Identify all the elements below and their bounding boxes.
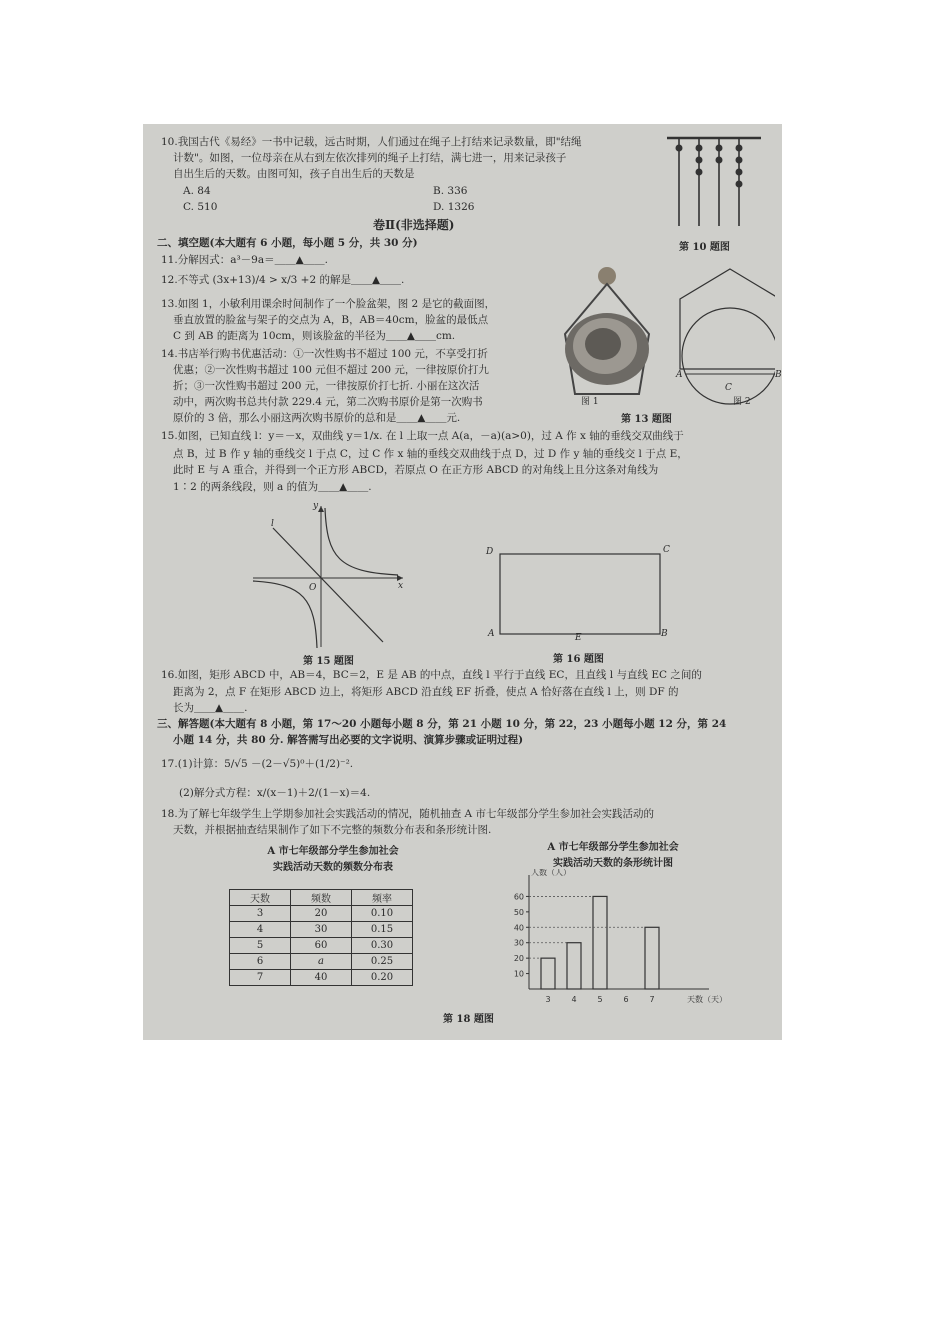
table-row — [230, 938, 413, 954]
q15-line-l: l — [271, 519, 274, 529]
q15-line-1: 15.如图，已知直线 l：y＝－x，双曲线 y＝1/x. 在 l 上取一点 A(a，－a)(a>0)，过 A 作 x 轴的垂线交双曲线于 — [161, 430, 684, 442]
table-cell: 7 — [230, 970, 291, 986]
bar — [593, 896, 607, 989]
q16-label-b: B — [661, 629, 668, 639]
table-cell: 0.10 — [352, 906, 413, 922]
q15-line-2: 点 B，过 B 作 y 轴的垂线交 l 于点 C，过 C 作 x 轴的垂线交双曲线于点 D，过 D 作 y 轴的垂线交 l 于点 E， — [173, 448, 688, 460]
q14-line-3: 折；③一次性购书超过 200 元，一律按原价打七折. 小丽在这次活 — [173, 380, 480, 392]
table-row — [230, 954, 413, 970]
q10-line-2: 计数"。如图，一位母亲在从右到左依次排列的绳子上打结，满七进一，用来记录孩子 — [173, 152, 567, 164]
table-cell: 0.15 — [352, 922, 413, 938]
q10-rope-figure — [661, 134, 766, 234]
q10-line-1: 10.我国古代《易经》一书中记载，远古时期，人们通过在绳子上打结来记录数量，即"结绳 — [161, 136, 582, 148]
q17-part2: (2)解分式方程：x/(x－1)＋2/(1－x)＝4. — [179, 787, 371, 799]
q18-caption: 第 18 题图 — [443, 1014, 494, 1025]
q13-fig2-label: 图 2 — [733, 397, 751, 407]
x-tick-label: 4 — [571, 995, 577, 1004]
table-row — [230, 922, 413, 938]
q13-line-1: 13.如图 1，小敏利用课余时间制作了一个脸盆架，图 2 是它的截面图， — [161, 298, 496, 310]
q18-table-title-2: 实践活动天数的频数分布表 — [273, 862, 393, 873]
q13-label-b: B — [775, 370, 782, 380]
q16-rectangle-figure — [495, 549, 665, 639]
section3-heading-1: 三、解答题(本大题有 8 小题，第 17～20 小题每小题 8 分，第 21 小题 10 分，第 22，23 小题每小题 12 分，第 24 — [157, 718, 727, 730]
table-header-cell: 天数 — [230, 890, 291, 906]
q13-caption: 第 13 题图 — [621, 414, 672, 425]
x-axis-label: 天数（天） — [687, 995, 727, 1004]
q15-hyperbola-figure — [243, 502, 413, 652]
exam-sheet — [143, 124, 782, 1040]
y-tick-label: 10 — [513, 969, 524, 979]
q16-label-c: C — [663, 545, 670, 555]
table-row — [230, 970, 413, 986]
q18-chart-title-1: A 市七年级部分学生参加社会 — [547, 842, 679, 853]
q18-chart-title-2: 实践活动天数的条形统计图 — [553, 858, 673, 869]
table-cell: 60 — [291, 938, 352, 954]
table-header-row — [230, 890, 413, 906]
q14-line-5: 原价的 3 倍，那么小丽这两次购书原价的总和是＿＿▲＿＿元. — [173, 412, 461, 424]
q10-option-a: A. 84 — [183, 185, 211, 197]
q13-line-3: C 到 AB 的距离为 10cm，则该脸盆的半径为＿＿▲＿＿cm. — [173, 330, 456, 342]
table-cell: 3 — [230, 906, 291, 922]
table-cell: 0.20 — [352, 970, 413, 986]
q16-line-2: 距离为 2，点 F 在矩形 ABCD 边上，将矩形 ABCD 沿直线 EF 折叠，使点 A 恰好落在直线 l 上，则 DF 的 — [173, 686, 679, 698]
q14-line-4: 动中，两次购书总共付款 229.4 元，第二次购书原价是第一次购书 — [173, 396, 483, 408]
q17-part1: 17.(1)计算：5/√5 －(2－√5)⁰＋(1/2)⁻². — [161, 758, 354, 770]
table-cell: 4 — [230, 922, 291, 938]
y-tick-label: 60 — [513, 892, 524, 902]
table-cell: 40 — [291, 970, 352, 986]
q18-line-1: 18.为了解七年级学生上学期参加社会实践活动的情况，随机抽查 A 市七年级部分学生参加社会实践活动的 — [161, 808, 654, 820]
part2-title: 卷Ⅱ(非选择题) — [373, 218, 455, 232]
table-header-cell: 频率 — [352, 890, 413, 906]
y-tick-label: 50 — [513, 907, 524, 917]
table-cell: 5 — [230, 938, 291, 954]
q10-option-d: D. 1326 — [433, 201, 475, 213]
table-cell: 20 — [291, 906, 352, 922]
q16-caption: 第 16 题图 — [553, 654, 604, 665]
x-tick-label: 6 — [623, 995, 629, 1004]
q18-bar-chart — [501, 869, 741, 1004]
y-tick-label: 40 — [513, 923, 524, 933]
q18-line-2: 天数，并根据抽查结果制作了如下不完整的频数分布表和条形统计图. — [173, 824, 492, 836]
bar — [567, 943, 581, 989]
q10-option-b: B. 336 — [433, 185, 468, 197]
section3-heading-2: 小题 14 分，共 80 分. 解答需写出必要的文字说明、演算步骤或证明过程) — [173, 734, 524, 746]
q15-line-4: 1∶2 的两条线段，则 a 的值为＿＿▲＿＿. — [173, 481, 372, 493]
table-row — [230, 906, 413, 922]
q18-table-title-1: A 市七年级部分学生参加社会 — [267, 846, 399, 857]
x-tick-label: 3 — [545, 995, 551, 1004]
q16-label-d: D — [486, 547, 494, 557]
q15-origin: O — [309, 583, 317, 593]
q15-caption: 第 15 题图 — [303, 656, 354, 667]
q11-text: 11.分解因式：a³－9a＝＿＿▲＿＿. — [161, 254, 329, 266]
q13-label-c: C — [725, 383, 732, 393]
q14-line-2: 优惠；②一次性购书超过 100 元但不超过 200 元，一律按原价打九 — [173, 364, 489, 376]
bar — [645, 927, 659, 989]
y-tick-label: 20 — [513, 954, 524, 964]
q10-line-3: 自出生后的天数。由图可知，孩子自出生后的天数是 — [173, 168, 415, 180]
bar — [541, 958, 555, 989]
table-cell: 0.30 — [352, 938, 413, 954]
q13-label-a: A — [676, 370, 683, 380]
q10-caption: 第 10 题图 — [679, 242, 730, 253]
table-cell: 30 — [291, 922, 352, 938]
table-cell: a — [291, 954, 352, 970]
table-cell: 0.25 — [352, 954, 413, 970]
q15-axis-y: y — [313, 501, 319, 511]
q14-line-1: 14.书店举行购书优惠活动：①一次性购书不超过 100 元，不享受打折 — [161, 348, 488, 360]
x-tick-label: 5 — [597, 995, 603, 1004]
q13-line-2: 垂直放置的脸盆与架子的交点为 A，B，AB＝40cm，脸盆的最低点 — [173, 314, 489, 326]
frequency-table — [229, 889, 413, 986]
y-tick-label: 30 — [513, 938, 524, 948]
q15-line-3: 此时 E 与 A 重合，并得到一个正方形 ABCD，若原点 O 在正方形 ABCD 的对角线上且分这条对角线为 — [173, 464, 659, 476]
q16-label-a: A — [488, 629, 495, 639]
x-tick-label: 7 — [649, 995, 655, 1004]
y-axis-label: 人数（人） — [531, 869, 571, 877]
table-header-cell: 频数 — [291, 890, 352, 906]
q16-label-e: E — [575, 633, 582, 643]
q16-line-1: 16.如图，矩形 ABCD 中，AB＝4，BC＝2，E 是 AB 的中点，直线 l 平行于直线 EC，且直线 l 与直线 EC 之间的 — [161, 669, 702, 681]
q13-fig1-label: 图 1 — [581, 397, 599, 407]
q16-line-3: 长为＿＿▲＿＿. — [173, 702, 248, 714]
q10-option-c: C. 510 — [183, 201, 218, 213]
section2-heading: 二、填空题(本大题有 6 小题，每小题 5 分，共 30 分) — [157, 237, 418, 249]
q12-text: 12.不等式 (3x+13)/4 > x/3 +2 的解是＿＿▲＿＿. — [161, 274, 405, 286]
q15-axis-x: x — [398, 581, 404, 591]
table-cell: 6 — [230, 954, 291, 970]
